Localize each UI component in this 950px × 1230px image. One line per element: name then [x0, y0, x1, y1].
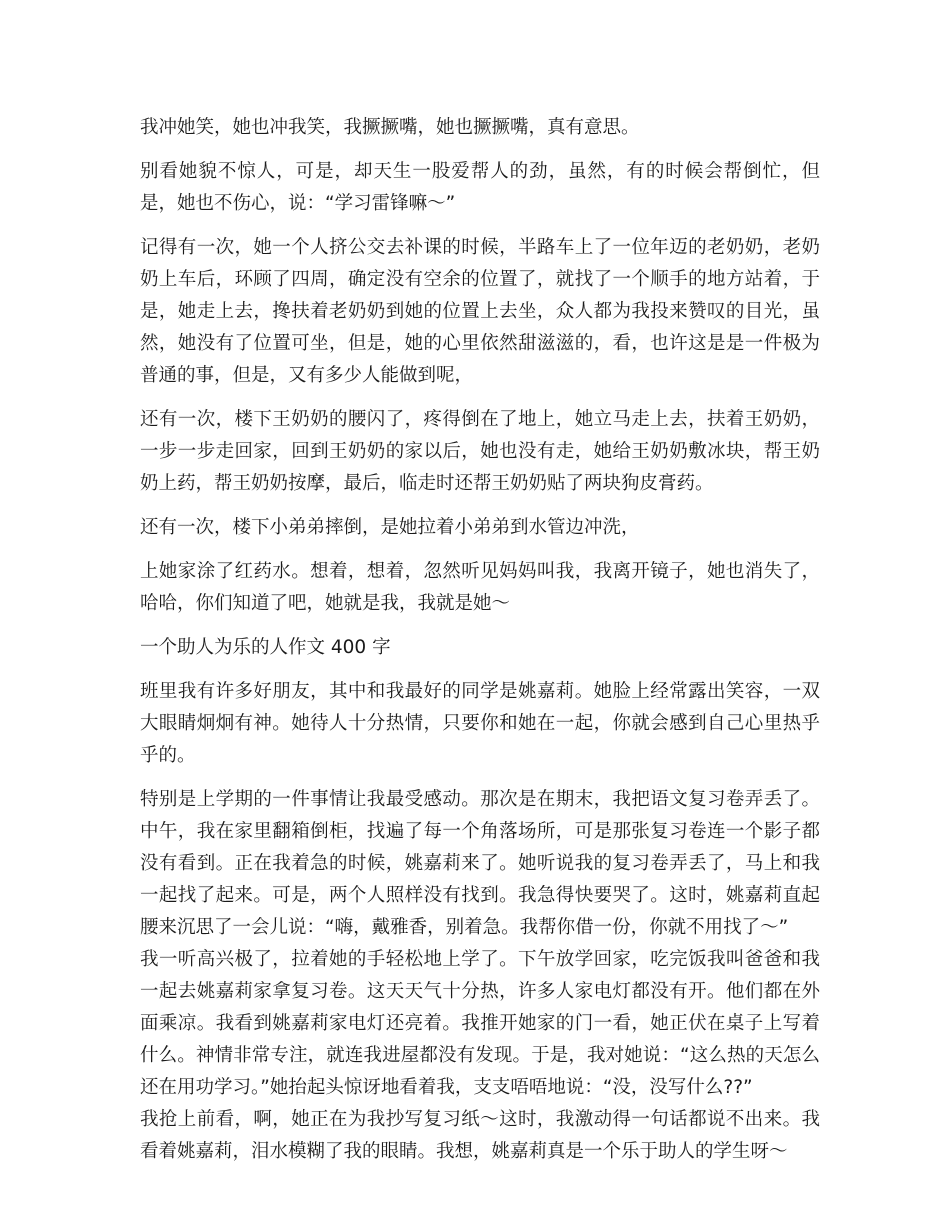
essay-heading: 一个助人为乐的人作文 400 字: [140, 637, 391, 658]
paragraph-lost-review-paper: 特别是上学期的一件事情让我最受感动。那次是在期末，我把语文复习卷弄丢了。中午，我在家里翻箱倒柜，找遍了每一个角落场所，可是那张复习卷连一个影子都没有看到。正在我着急的时候，姚嘉莉来了。她听说我的复习卷弄丢了，马上和我一起找了起来。可是，两个人照样没有找到。我急得快要哭了。这时，姚嘉莉直起腰来沉思了一会儿说：“嗨，戴雅香，别着急。我帮你借一份，你就不用找了～”: [140, 789, 820, 938]
paragraph-little-brother: 还有一次，楼下小弟弟摔倒，是她拉着小弟弟到水管边冲洗，: [140, 517, 640, 538]
paragraph-mirror-smile: 我冲她笑，她也冲我笑，我撅撅嘴，她也撅撅嘴，真有意思。: [140, 117, 640, 138]
paragraph-mirror-ending: 上她家涂了红药水。想着，想着，忽然听见妈妈叫我，我离开镜子，她也消失了，哈哈，你们知道了吧，她就是我，我就是她～: [140, 561, 820, 614]
paragraph-bus-story: 记得有一次，她一个人挤公交去补课的时候，半路车上了一位年迈的老奶奶，老奶奶上车后，环顾了四周，确定没有空余的位置了，就找了一个顺手的地方站着，于是，她走上去，搀扶着老奶奶到她的位置上去坐，众人都为我投来赞叹的目光，虽然，她没有了位置可坐，但是，她的心里依然甜滋滋的，看，也许这是是一件极为普通的事，但是，又有多少人能做到呢，: [140, 237, 820, 386]
paragraph-visit-yao-home: 我一听高兴极了，拉着她的手轻松地上学了。下午放学回家，吃完饭我叫爸爸和我一起去姚嘉莉家拿复习卷。这天天气十分热，许多人家电灯都没有开。他们都在外面乘凉。我看到姚嘉莉家电灯还亮着。我推开她家的门一看，她正伏在桌子上写着什么。神情非常专注，就连我进屋都没有发现。于是，我对她说：“这么热的天怎么还在用功学习。”她抬起头惊讶地看着我，支支唔唔地说：“没，没写什么??”: [140, 949, 820, 1098]
paragraph-helpful-nature: 别看她貌不惊人，可是，却天生一股爱帮人的劲，虽然，有的时候会帮倒忙，但是，她也不伤心，说：“学习雷锋嘛～”: [140, 161, 820, 214]
document-page: [140, 112, 820, 1168]
paragraph-copying-paper: 我抢上前看，啊，她正在为我抄写复习纸～这时，我激动得一句话都说不出来。我看着姚嘉莉，泪水模糊了我的眼睛。我想，姚嘉莉真是一个乐于助人的学生呀～: [140, 1109, 820, 1162]
paragraph-yao-jiali-intro: 班里我有许多好朋友，其中和我最好的同学是姚嘉莉。她脸上经常露出笑容，一双大眼睛炯炯有神。她待人十分热情，只要你和她在一起，你就会感到自己心里热乎乎的。: [140, 681, 820, 766]
paragraph-grandma-wang: 还有一次，楼下王奶奶的腰闪了，疼得倒在了地上，她立马走上去，扶着王奶奶，一步一步走回家，回到王奶奶的家以后，她也没有走，她给王奶奶敷冰块，帮王奶奶上药，帮王奶奶按摩，最后，临走时还帮王奶奶贴了两块狗皮膏药。: [140, 409, 820, 494]
